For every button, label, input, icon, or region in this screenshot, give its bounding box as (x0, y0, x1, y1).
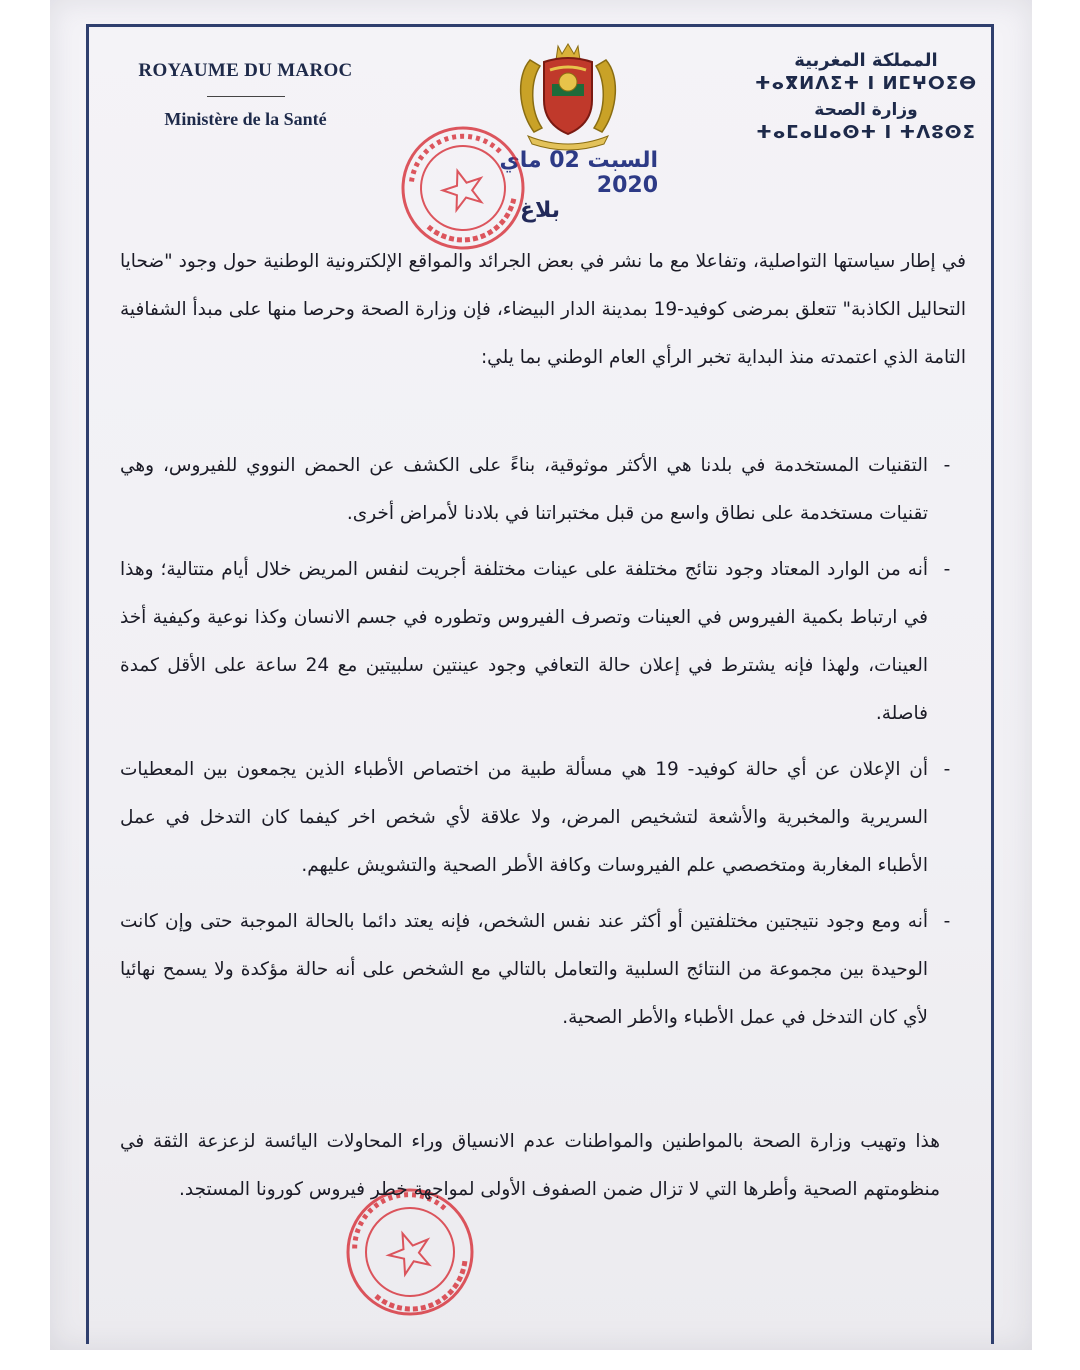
ministry-title-tifinagh: ⵜⴰⵎⴰⵡⴰⵙⵜ ⵏ ⵜⴷⵓⵙⵉ (756, 122, 976, 143)
bullet-marker: - (943, 455, 951, 476)
list-item (120, 442, 966, 538)
bullet-marker: - (943, 911, 951, 932)
intro-paragraph: في إطار سياستها التواصلية، وتفاعلا مع ما نشر في بعض الجرائد والمواقع الإلكترونية الوطنية حول وجود "ضحايا التحاليل الكاذبة" تتعلق بمرضى كوفيد-19 بمدينة الدار البيضاء، فإن وزارة الصحة وحرصا منها على مبدأ الشفافية التامة الذي اعتمدته منذ البداية تخبر الرأي العام الوطني بما يلي: (120, 251, 967, 368)
bullet-list (120, 442, 966, 1050)
list-item (120, 898, 966, 1042)
closing-paragraph: هذا وتهيب وزارة الصحة بالمواطنين والمواطنات عدم الانسياق وراء المحاولات اليائسة لزعزعة الثقة في منظومتهم الصحية وأطرها التي لا تزال ضمن الصفوف الأولى لمواجهة خطر فيروس كورونا المستجد. (120, 1131, 940, 1200)
ministry-title-fr: Ministère de la Santé (164, 109, 327, 129)
bullet-marker: - (943, 559, 951, 580)
bullet-text: أنه ومع وجود نتيجتين مختلفتين أو أكثر عند نفس الشخص، فإنه يعتد دائما بالحالة الموجبة حتى وإن كانت الوحيدة بين مجموعة من النتائج السلبية والتعامل بالتالي مع الشخص على أنه حالة مؤكدة ولا يسمح نهائيا لأي كان التدخل في عمل الأطباء والأطر الصحية. (120, 911, 928, 1028)
kingdom-title-fr: ROYAUME DU MAROC (138, 60, 353, 81)
french-letterhead (108, 60, 383, 130)
list-item (120, 746, 966, 890)
bullet-text: أن الإعلان عن أي حالة كوفيد- 19 هي مسألة طبية من اختصاص الأطباء الذين يجمعون بين المعطيات السريرية والمخبرية والأشعة لتشخيص المرض، ولا علاقة لأي شخص اخر كيفما كان التدخل في عمل الأطباء المغاربة ومتخصصي علم الفيروسات وكافة الأطر الصحية والتشويش عليهم. (120, 759, 928, 876)
kingdom-title-tifinagh: ⵜⴰⴳⵍⴷⵉⵜ ⵏ ⵍⵎⵖⵔⵉⴱ (754, 73, 978, 94)
letterhead-divider (207, 96, 285, 97)
bullet-text: التقنيات المستخدمة في بلدنا هي الأكثر موثوقية، بناءً على الكشف عن الحمض النووي للفيروس، وهي تقنيات مستخدمة على نطاق واسع من قبل مختبراتنا في بلادنا لأمراض أخرى. (120, 455, 928, 524)
kingdom-title-ar: المملكة المغربية (794, 50, 938, 71)
document-date: السبت 02 ماي 2020 (499, 148, 658, 198)
ministry-title-ar: وزارة الصحة (814, 100, 918, 120)
notice-title: بلاغ (520, 198, 560, 223)
coat-of-arms-icon (508, 40, 628, 152)
bullet-text: أنه من الوارد المعتاد وجود نتائج مختلفة على عينات مختلفة أجريت لنفس المريض خلال أيام متتالية؛ وهذا في ارتباط بكمية الفيروس في العينات وتصرف الفيروس وتطوره في جسم الانسان وكذا نوعية وكيفية أخذ العينات، ولهذا فإنه يشترط في إعلان حالة التعافي وجود عينتين سلبيتين مع 24 ساعة على الأقل كمدة فاصلة. (120, 559, 928, 724)
arabic-letterhead (736, 50, 996, 143)
bullet-marker: - (943, 759, 951, 780)
list-item (120, 546, 966, 738)
